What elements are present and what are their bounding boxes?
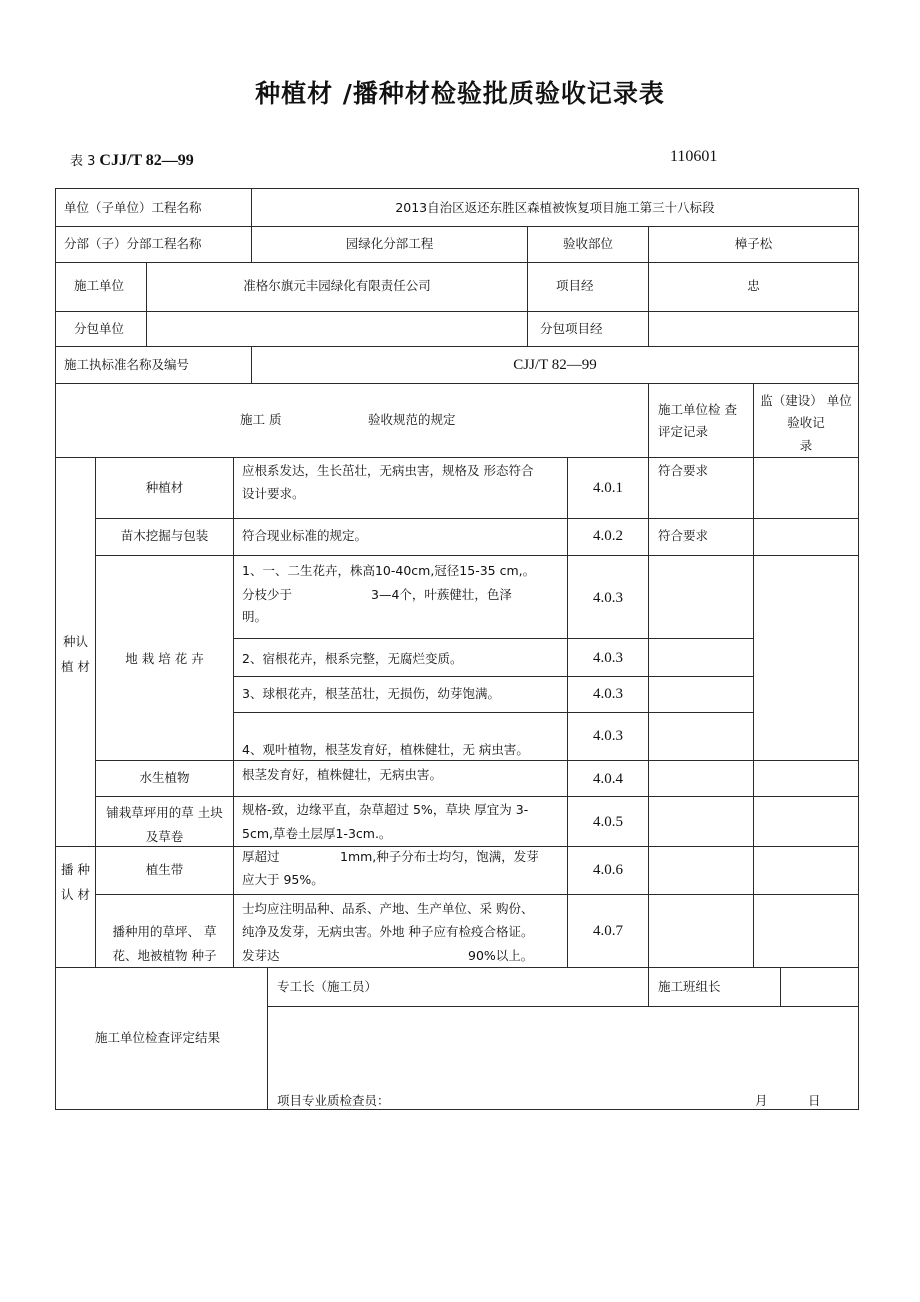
table-border-top xyxy=(55,188,859,189)
group-planting-label-a: 种认 xyxy=(62,634,88,649)
item-requirement: 明。 xyxy=(242,609,268,624)
subcontractor-label: 分包单位 xyxy=(74,321,125,336)
acceptance-part-value: 樟子松 xyxy=(734,236,773,251)
item-requirement: 厚超过 xyxy=(242,849,280,864)
item-name: 水生植物 xyxy=(139,770,190,785)
item-requirement: 2、宿根花卉，根系完整，无腐烂变质。 xyxy=(242,651,463,666)
row-divider xyxy=(233,676,753,677)
group-seeding-label-b: 认 材 xyxy=(61,887,90,902)
row-divider xyxy=(55,311,859,312)
row-divider xyxy=(95,518,859,519)
contractor-check-heading-a: 施工单位检 查 xyxy=(658,402,737,417)
spec-heading-b: 验收规范的规定 xyxy=(368,412,456,427)
inspection-result-label: 施工单位检查评定结果 xyxy=(95,1030,221,1045)
column-divider xyxy=(233,457,234,967)
item-name: 铺栽草坪用的草 土块 xyxy=(106,805,223,820)
item-name: 花、地被植物 种子 xyxy=(112,948,217,963)
clause-number: 4.0.5 xyxy=(593,814,623,830)
column-divider xyxy=(648,457,649,967)
team-leader-label: 施工班组长 xyxy=(658,979,721,994)
group-planting-label-b: 植 材 xyxy=(61,659,90,674)
item-requirement: 发芽达 xyxy=(242,948,280,963)
supervisor-heading-b: 验收记 xyxy=(787,415,825,430)
project-manager-value: 忠 xyxy=(747,278,760,293)
item-requirement: 1mm,种子分布士均匀，饱满，发芽 xyxy=(340,849,539,864)
item-requirement: 1、一、二生花卉，株高10-40cm,冠径15-35 cm,。 xyxy=(242,563,536,578)
column-divider xyxy=(267,967,268,1109)
month-label: 月 xyxy=(755,1093,768,1108)
row-divider xyxy=(55,226,859,227)
document-number: 110601 xyxy=(670,148,718,165)
item-name: 地 栽 培 花 卉 xyxy=(125,651,204,666)
check-record: 符合要求 xyxy=(658,463,709,478)
item-requirement: 4、观叶植物，根茎发育好，植株健壮，无 病虫害。 xyxy=(242,742,529,757)
item-requirement: 5cm,草卷土层厚1-3cm.。 xyxy=(242,826,392,841)
row-divider xyxy=(95,796,859,797)
form-title: 种植材 /播种材检验批质验收记录表 xyxy=(255,79,665,108)
item-name: 播种用的草坪、 草 xyxy=(112,924,217,939)
clause-number: 4.0.3 xyxy=(593,728,623,744)
form-prefix: 表 3 xyxy=(70,154,96,169)
item-requirement: 规格-致，边缘平直，杂草超过 5%，草块 厚宜为 3- xyxy=(242,802,529,817)
row-divider xyxy=(95,894,859,895)
clause-number: 4.0.3 xyxy=(593,590,623,606)
contractor-check-heading-b: 评定记录 xyxy=(658,424,709,439)
quality-inspector-label: 项目专业质检查员： xyxy=(277,1093,390,1108)
column-divider xyxy=(648,383,649,457)
day-label: 日 xyxy=(808,1093,821,1108)
project-manager-label: 项目经 xyxy=(556,278,594,293)
item-requirement: 90%以上。 xyxy=(468,948,534,963)
contractor-label: 施工单位 xyxy=(74,278,125,293)
item-requirement: 应大于 95%。 xyxy=(242,872,324,887)
row-divider xyxy=(55,262,859,263)
supervisor-heading-c: 录 xyxy=(799,438,813,453)
item-name: 及草卷 xyxy=(145,829,184,844)
standard-value: CJJ/T 82—99 xyxy=(513,357,597,373)
row-divider xyxy=(55,346,859,347)
row-divider xyxy=(55,967,859,968)
item-requirement: 应根系发达，生长茁壮，无病虫害，规格及 形态符合 xyxy=(242,463,534,478)
clause-number: 4.0.7 xyxy=(593,923,623,939)
column-divider xyxy=(780,967,781,1006)
column-divider xyxy=(648,967,649,1006)
clause-number: 4.0.2 xyxy=(593,528,623,544)
clause-number: 4.0.1 xyxy=(593,480,623,496)
clause-number: 4.0.4 xyxy=(593,771,623,787)
row-divider xyxy=(267,1006,859,1007)
item-requirement: 纯净及发芽，无病虫害。外地 种子应有检疫合格证。 xyxy=(242,924,534,939)
item-requirement: 根茎发育好，植株健壮，无病虫害。 xyxy=(242,767,443,782)
sub-project-manager-label: 分包项目经 xyxy=(540,321,603,336)
division-name-value: 园绿化分部工程 xyxy=(345,236,434,251)
clause-number: 4.0.3 xyxy=(593,686,623,702)
project-name-value: 2013自治区返还东胜区森植被恢复项目施工第三十八标段 xyxy=(395,200,715,215)
clause-number: 4.0.6 xyxy=(593,862,623,878)
item-requirement: 分枝少于 xyxy=(242,587,293,602)
table-border-right xyxy=(858,188,859,1110)
item-requirement: 3—4个，叶蔟健壮，色泽 xyxy=(371,587,512,602)
table-border-bottom xyxy=(55,1109,859,1110)
spec-heading-a: 施工 质 xyxy=(240,412,282,427)
item-requirement: 3、球根花卉，根茎茁壮，无损伤，幼芽饱满。 xyxy=(242,686,500,701)
project-name-label: 单位（子单位）工程名称 xyxy=(64,200,202,215)
contractor-value: 准格尔旗元丰园绿化有限责任公司 xyxy=(243,278,431,293)
item-requirement: 设计要求。 xyxy=(242,486,305,501)
row-divider xyxy=(55,383,859,384)
division-name-label: 分部（子）分部工程名称 xyxy=(64,236,202,251)
column-divider xyxy=(527,262,528,346)
clause-number: 4.0.3 xyxy=(593,650,623,666)
form-code: CJJ/T 82—99 xyxy=(99,152,194,169)
row-divider xyxy=(55,457,859,458)
row-divider xyxy=(95,555,859,556)
group-seeding-label-a: 播 种 xyxy=(61,862,90,877)
item-name: 植生带 xyxy=(145,862,184,877)
item-name: 苗木挖掘与包装 xyxy=(120,528,209,543)
item-name: 种植材 xyxy=(145,480,184,495)
row-divider xyxy=(233,638,753,639)
foreman-label: 专工长（施工员） xyxy=(277,979,378,994)
acceptance-part-label: 验收部位 xyxy=(562,236,613,251)
item-requirement: 符合现业标准的规定。 xyxy=(242,528,368,543)
standard-label: 施工执标准名称及编号 xyxy=(64,357,190,372)
column-divider xyxy=(753,457,754,967)
item-requirement: 士均应注明品种、品系、产地、生产单位、采 购份、 xyxy=(242,901,534,916)
check-record: 符合要求 xyxy=(658,528,709,543)
row-divider xyxy=(233,712,753,713)
supervisor-heading-a: 监（建设） 单位 xyxy=(760,393,852,408)
